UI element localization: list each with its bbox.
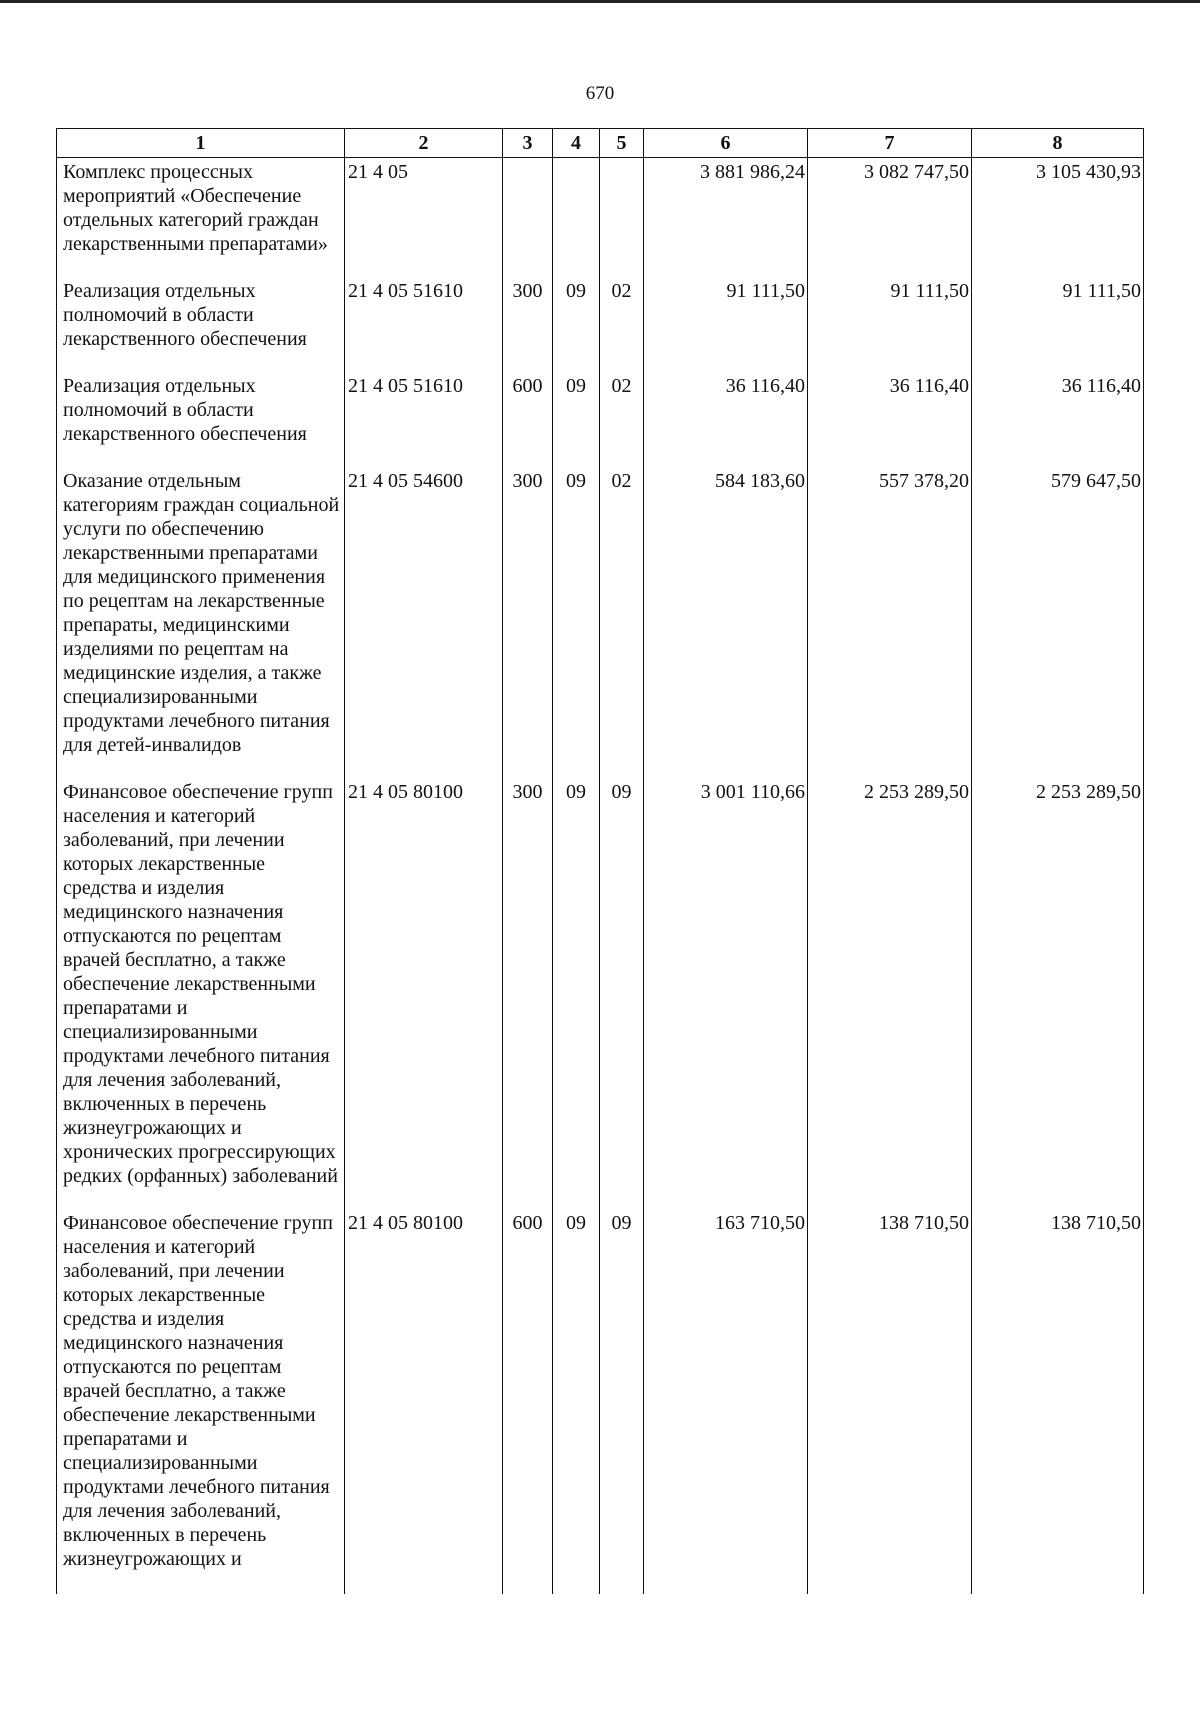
header-col-1: 1	[57, 129, 345, 158]
row-value-8: 2 253 289,50	[972, 780, 1144, 1211]
row-name: Комплекс процессных мероприятий «Обеспечение отдельных категорий граждан лекарственными препаратами»	[57, 158, 345, 280]
row-col-5: 09	[600, 780, 644, 1211]
row-code: 21 4 05	[345, 158, 503, 280]
header-col-2: 2	[345, 129, 503, 158]
row-name: Реализация отдельных полномочий в области лекарственного обеспечения	[57, 279, 345, 374]
row-col-4: 09	[553, 1211, 600, 1594]
row-value-6: 584 183,60	[644, 469, 808, 780]
row-col-3: 600	[503, 374, 553, 469]
row-col-5: 02	[600, 279, 644, 374]
row-value-8: 91 111,50	[972, 279, 1144, 374]
row-value-7: 2 253 289,50	[808, 780, 972, 1211]
table-row	[57, 469, 1144, 780]
row-col-3: 300	[503, 279, 553, 374]
row-value-6: 36 116,40	[644, 374, 808, 469]
row-value-6: 3 881 986,24	[644, 158, 808, 280]
row-col-4: 09	[553, 469, 600, 780]
header-col-7: 7	[808, 129, 972, 158]
budget-table	[56, 128, 1144, 1594]
row-value-8: 138 710,50	[972, 1211, 1144, 1594]
row-col-3: 300	[503, 469, 553, 780]
row-code: 21 4 05 51610	[345, 374, 503, 469]
header-col-4: 4	[553, 129, 600, 158]
row-value-8: 579 647,50	[972, 469, 1144, 780]
table-row	[57, 1211, 1144, 1594]
row-code: 21 4 05 54600	[345, 469, 503, 780]
scan-top-edge	[0, 0, 1200, 3]
row-value-8: 3 105 430,93	[972, 158, 1144, 280]
row-value-7: 91 111,50	[808, 279, 972, 374]
table-header-row	[57, 129, 1144, 158]
row-code: 21 4 05 80100	[345, 1211, 503, 1594]
page-number: 670	[585, 83, 615, 104]
row-col-3	[503, 158, 553, 280]
table-row	[57, 374, 1144, 469]
row-value-7: 557 378,20	[808, 469, 972, 780]
row-col-3: 300	[503, 780, 553, 1211]
table-row	[57, 780, 1144, 1211]
row-col-4: 09	[553, 279, 600, 374]
row-name: Финансовое обеспечение групп населения и категорий заболеваний, при лечении которых лекарственные средства и изделия медицинского назначения отпускаются по рецептам врачей бесплатно, а также обеспечение лекарственными препаратами и специализированными продуктами лечебного питания для лечения заболеваний, включенных в перечень жизнеугрожающих и	[57, 1211, 345, 1594]
row-value-6: 163 710,50	[644, 1211, 808, 1594]
row-col-5: 02	[600, 469, 644, 780]
row-col-4: 09	[553, 374, 600, 469]
row-value-8: 36 116,40	[972, 374, 1144, 469]
header-col-5: 5	[600, 129, 644, 158]
row-col-5	[600, 158, 644, 280]
row-value-7: 3 082 747,50	[808, 158, 972, 280]
row-value-6: 3 001 110,66	[644, 780, 808, 1211]
row-value-7: 138 710,50	[808, 1211, 972, 1594]
row-code: 21 4 05 51610	[345, 279, 503, 374]
row-col-4: 09	[553, 780, 600, 1211]
header-col-3: 3	[503, 129, 553, 158]
row-name: Оказание отдельным категориям граждан социальной услуги по обеспечению лекарственными препаратами для медицинского применения по рецептам на лекарственные препараты, медицинскими изделиями по рецептам на медицинские изделия, а также специализированными продуктами лечебного питания для детей-инвалидов	[57, 469, 345, 780]
row-value-6: 91 111,50	[644, 279, 808, 374]
row-name: Реализация отдельных полномочий в области лекарственного обеспечения	[57, 374, 345, 469]
row-col-5: 09	[600, 1211, 644, 1594]
row-value-7: 36 116,40	[808, 374, 972, 469]
row-code: 21 4 05 80100	[345, 780, 503, 1211]
table-row	[57, 158, 1144, 280]
header-col-6: 6	[644, 129, 808, 158]
row-col-4	[553, 158, 600, 280]
row-col-3: 600	[503, 1211, 553, 1594]
row-name: Финансовое обеспечение групп населения и категорий заболеваний, при лечении которых лекарственные средства и изделия медицинского назначения отпускаются по рецептам врачей бесплатно, а также обеспечение лекарственными препаратами и специализированными продуктами лечебного питания для лечения заболеваний, включенных в перечень жизнеугрожающих и хронических прогрессирующих редких (орфанных) заболеваний	[57, 780, 345, 1211]
table-row	[57, 279, 1144, 374]
header-col-8: 8	[972, 129, 1144, 158]
row-col-5: 02	[600, 374, 644, 469]
